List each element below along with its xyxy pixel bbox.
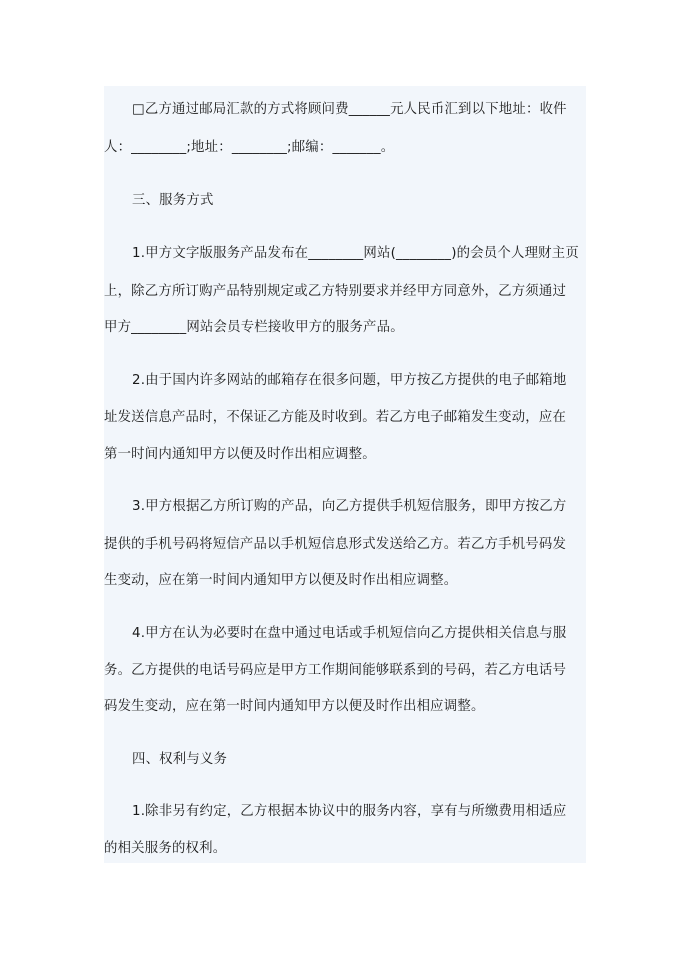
paragraph-line: 的相关服务的权利。 (104, 841, 227, 856)
paragraph-line: 提供的手机号码将短信产品以手机短信息形式发送给乙方。若乙方手机号码发 (104, 537, 567, 552)
paragraph-line: 1.甲方文字版服务产品发布在________网站(________)的会员个人理财主页 (132, 246, 579, 261)
paragraph-line: 码发生变动，应在第一时间内通知甲方以便及时作出相应调整。 (104, 699, 485, 714)
paragraph-line: 3.甲方根据乙方所订购的产品，向乙方提供手机短信服务，即甲方按乙方 (132, 499, 567, 514)
paragraph-line: 2.由于国内许多网站的邮箱存在很多问题，甲方按乙方提供的电子邮箱地 (132, 373, 567, 388)
paragraph-line: 4.甲方在认为必要时在盘中通过电话或手机短信向乙方提供相关信息与服 (132, 626, 567, 641)
paragraph-line: 1.除非另有约定，乙方根据本协议中的服务内容，享有与所缴费用相适应 (132, 804, 567, 819)
section-heading: 三、服务方式 (132, 193, 214, 208)
paragraph-line: 址发送信息产品时，不保证乙方能及时收到。若乙方电子邮箱发生变动，应在 (104, 410, 567, 425)
paragraph-line: 生变动，应在第一时间内通知甲方以便及时作出相应调整。 (104, 573, 458, 588)
paragraph-line: 上，除乙方所订购产品特别规定或乙方特别要求并经甲方同意外，乙方须通过 (104, 284, 567, 299)
paragraph-line: 第一时间内通知甲方以便及时作出相应调整。 (104, 447, 376, 462)
paragraph-line: 甲方________网站会员专栏接收甲方的服务产品。 (104, 320, 404, 335)
paragraph-line: 人：________;地址：________;邮编：_______。 (104, 140, 395, 155)
paragraph-line: □乙方通过邮局汇款的方式将顾问费______元人民币汇到以下地址：收件 (132, 102, 567, 117)
section-heading: 四、权利与义务 (132, 752, 228, 767)
paragraph-line: 务。乙方提供的电话号码应是甲方工作期间能够联系到的号码，若乙方电话号 (104, 663, 567, 678)
